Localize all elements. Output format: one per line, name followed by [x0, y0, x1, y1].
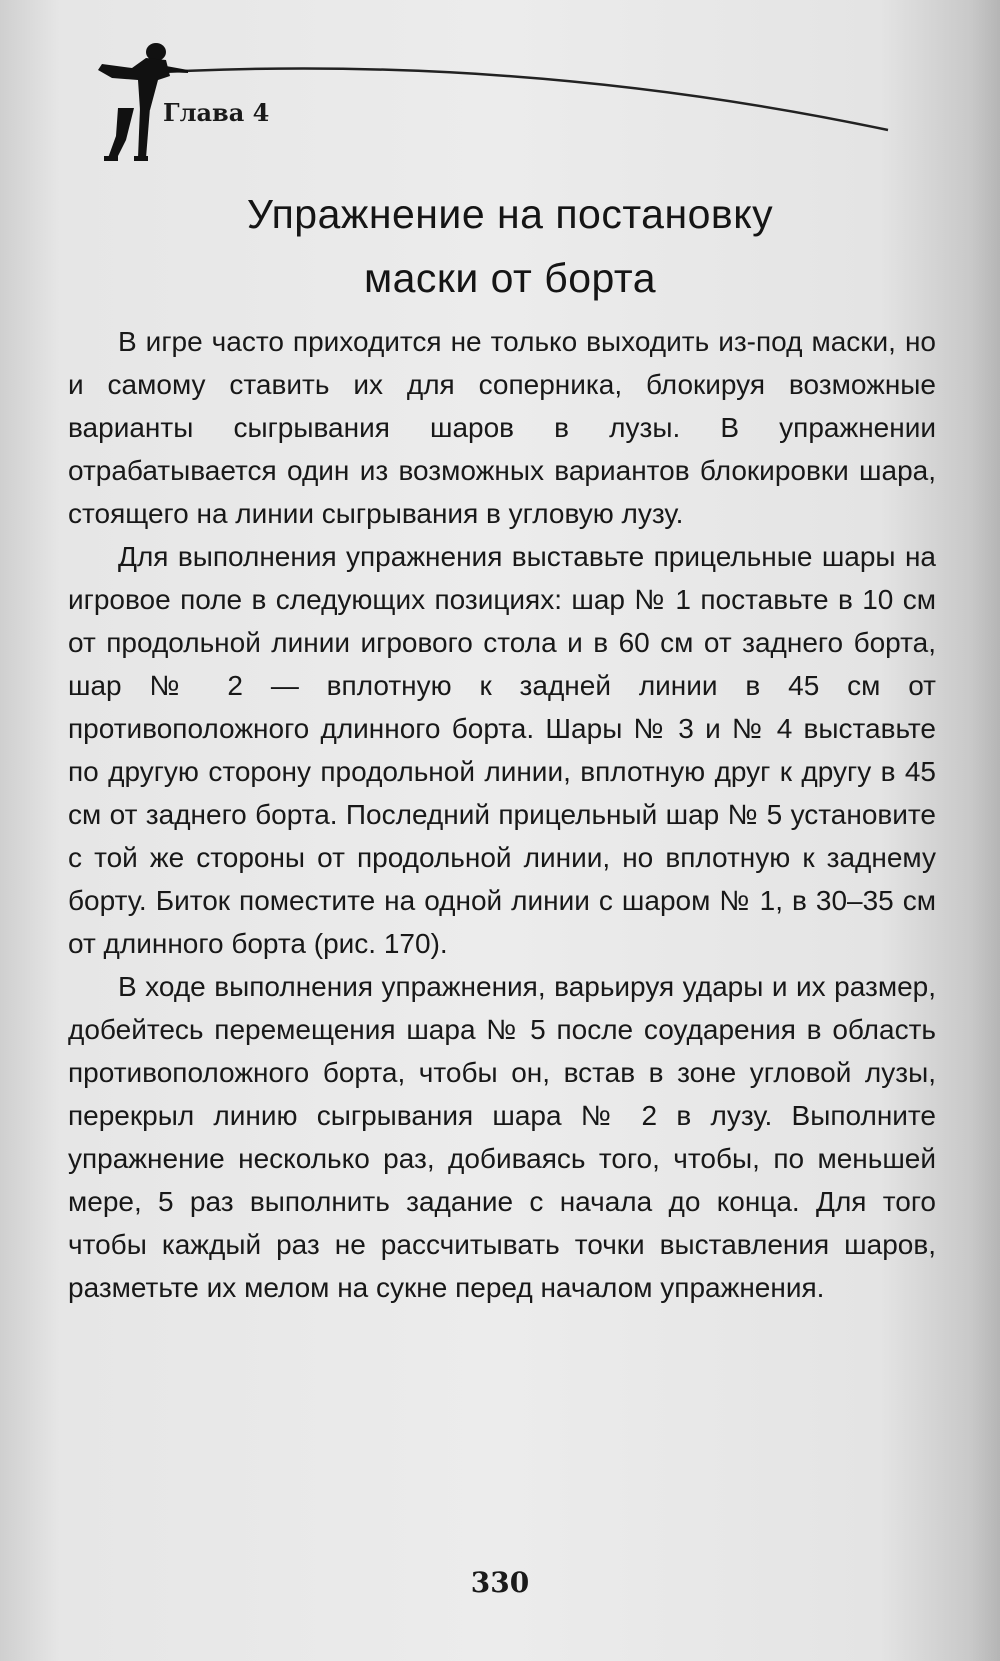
chapter-header	[88, 40, 948, 180]
paragraph-3: В ходе выполнения упражнения, варьируя удары и их размер, добейтесь перемещения шара № 5 после соударения в область противоположного борта, чтобы он, встав в зоне угловой лузы, перекрыл линию сыгрывания шара № 2 в лузу. Выполните упражнение несколько раз, добиваясь того, чтобы, по меньшей мере, 5 раз выполнить задание с начала до конца. Для того чтобы каждый раз не рассчитывать точки выставления шаров, разметьте их мелом на сукне перед началом упражнения.	[68, 971, 936, 1303]
page-number: 330	[470, 1566, 530, 1599]
paragraph-1: В игре часто приходится не только выходить из-под маски, но и самому ставить их для соперника, блокируя возможные варианты сыгрывания шаров в лузы. В упражнении отрабатывается один из возможных вариантов блокировки шара, стоящего на линии сыгрывания в угловую лузу.	[68, 326, 936, 529]
chapter-label: Глава 4	[163, 98, 270, 127]
paragraph-2: Для выполнения упражнения выставьте прицельные шары на игровое поле в следующих позициях: шар № 1 поставьте в 10 см от продольной линии игрового стола и в 60 см от заднего борта, шар № 2 — вплотную к задней линии в 45 см от противоположного длинного борта. Шары № 3 и № 4 выставьте по другую сторону продольной линии, вплотную друг к другу в 45 см от заднего борта. Последний прицельный шар № 5 установите с той же стороны от продольной линии, но вплотную к заднему борту. Биток поместите на одной линии с шаром № 1, в 30–35 см от длинного борта (рис. 170).	[68, 541, 936, 959]
section-title	[150, 182, 870, 310]
section-title-line-1: Упражнение на постановку	[246, 191, 774, 237]
section-title-line-2: маски от борта	[363, 255, 657, 301]
body-text	[68, 320, 936, 1309]
